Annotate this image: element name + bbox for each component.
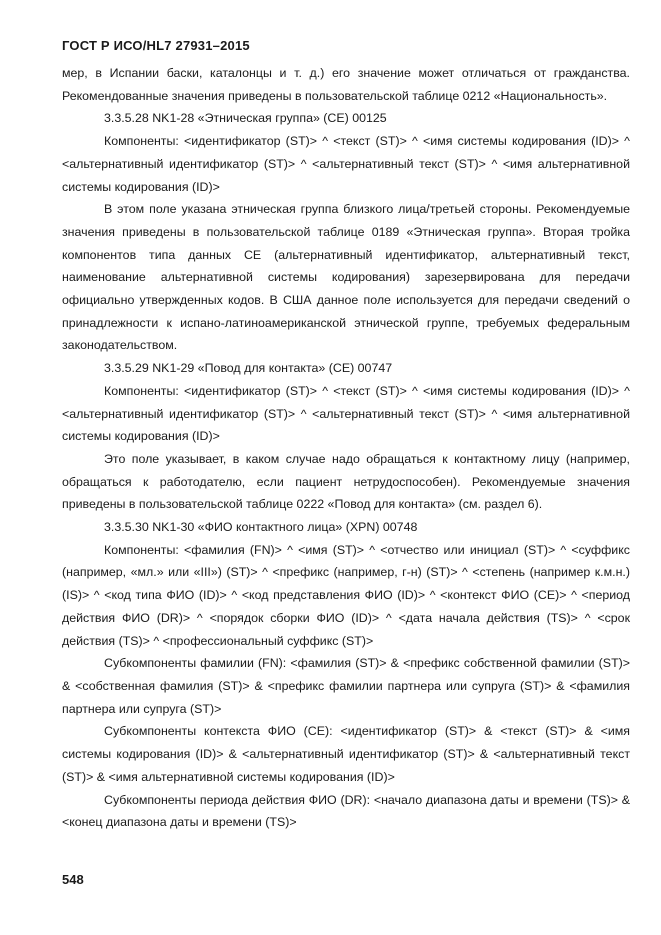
section-heading-3-3-5-29: 3.3.5.29 NK1-29 «Повод для контакта» (CE) 00747 (104, 361, 393, 376)
paragraph-components-30: Компоненты: <фамилия (FN)> ^ <имя (ST)> ^ <отчество или инициал (ST)> ^ <суффикс (например, «мл.» или «III») (ST)> ^ <префикс (например, г-н) (ST)> ^ <степень (например к.м.н.) (IS)> ^ <код типа ФИО (ID)> ^ <код представления ФИО (ID)> ^ <контекст ФИО (CE)> ^ <период действия ФИО (DR)> ^ <порядок сборки ФИО (ID)> ^ <дата начала действия (TS)> ^ <срок действия (TS)> ^ <профессиональный суффикс (ST)> (62, 542, 630, 648)
paragraph-description-28: В этом поле указана этническая группа близкого лица/третьей стороны. Рекомендуемые значения приведены в пользовательской таблице 0189 «Этническая группа». Вторая тройка компонентов типа данных CE (альтернативный идентификатор, альтернативный текст, наименование альтернативной системы кодирования) зарезервирована для передачи официально утвержденных кодов. В США данное поле используется для передачи сведений о принадлежности к испано-латиноамериканской этнической группе, требуемых федеральным законодательством. (62, 202, 630, 353)
paragraph-subcomponents-dr: Субкомпоненты периода действия ФИО (DR): <начало диапазона даты и времени (TS)> & <конец диапазона даты и времени (TS)> (62, 792, 630, 830)
document-body (62, 62, 630, 834)
paragraph-components-29: Компоненты: <идентификатор (ST)> ^ <текст (ST)> ^ <имя системы кодирования (ID)> ^ <альтернативный идентификатор (ST)> ^ <альтернативный текст (ST)> ^ <имя альтернативной системы кодирования (ID)> (62, 383, 630, 444)
paragraph-subcomponents-ce: Субкомпоненты контекста ФИО (CE): <идентификатор (ST)> & <текст (ST)> & <имя системы кодирования (ID)> & <альтернативный идентификатор (ST)> & <альтернативный текст (ST)> & <имя альтернативной системы кодирования (ID)> (62, 724, 630, 784)
paragraph-description-29: Это поле указывает, в каком случае надо обращаться к контактному лицу (например, обращаться к работодателю, если пациент нетрудоспособен). Рекомендуемые значения приведены в пользовательской таблице 0222 «Повод для контакта» (см. раздел 6). (62, 451, 630, 512)
page-number: 548 (62, 872, 84, 887)
paragraph-continuation: мер, в Испании баски, каталонцы и т. д.) его значение может отличаться от гражданства. Рекомендованные значения приведены в пользовательской таблице 0212 «Национальность». (62, 66, 630, 103)
paragraph-components-28: Компоненты: <идентификатор (ST)> ^ <текст (ST)> ^ <имя системы кодирования (ID)> ^ <альтернативный идентификатор (ST)> ^ <альтернативный текст (ST)> ^ <имя альтернативной системы кодирования (ID)> (62, 134, 630, 194)
paragraph-subcomponents-fn: Субкомпоненты фамилии (FN): <фамилия (ST)> & <префикс собственной фамилии (ST)> & <собственная фамилия (ST)> & <префикс фамилии партнера или супруга (ST)> & <фамилия партнера или супруга (ST)> (62, 656, 630, 716)
document-header: ГОСТ Р ИСО/HL7 27931–2015 (62, 38, 250, 53)
section-heading-3-3-5-30: 3.3.5.30 NK1-30 «ФИО контактного лица» (XPN) 00748 (104, 520, 418, 535)
section-heading-3-3-5-28: 3.3.5.28 NK1-28 «Этническая группа» (CE) 00125 (104, 111, 387, 126)
